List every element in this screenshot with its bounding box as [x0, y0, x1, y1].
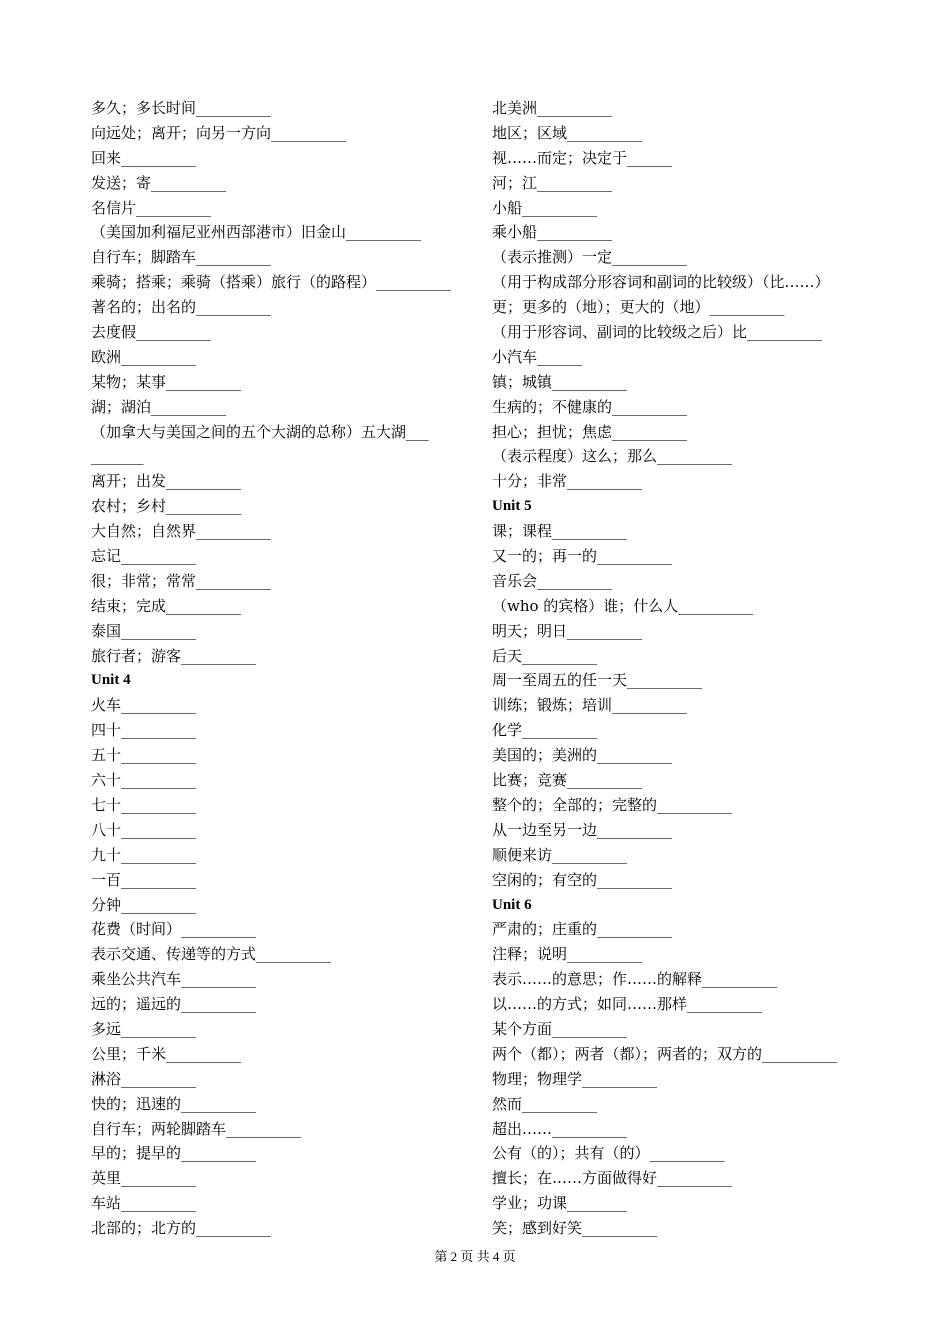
- right-entry: 笑；感到好笑__________: [492, 1219, 658, 1238]
- unit-heading: Unit 5: [492, 498, 532, 515]
- right-entry: 学业；功课________: [492, 1194, 628, 1213]
- right-entry: 空闲的；有空的__________: [492, 870, 673, 889]
- left-entry: 一百__________: [91, 870, 197, 889]
- left-entry: （加拿大与美国之间的五个大湖的总称）五大湖___: [91, 422, 429, 441]
- right-entry: 明天；明日__________: [492, 621, 643, 640]
- right-entry: 后天__________: [492, 646, 598, 665]
- right-entry: （用于构成部分形容词和副词的比较级）（比……）: [492, 273, 830, 292]
- left-entry: 泰国__________: [91, 621, 197, 640]
- left-entry: （美国加利福尼亚州西部港市）旧金山__________: [91, 223, 422, 242]
- left-entry: 表示交通、传递等的方式__________: [91, 945, 332, 964]
- right-entry: （表示程度）这么；那么__________: [492, 447, 733, 466]
- right-entry: 镇；城镇__________: [492, 372, 628, 391]
- right-entry: 整个的；全部的；完整的__________: [492, 795, 733, 814]
- left-entry: 花费（时间）__________: [91, 920, 257, 939]
- right-entry: 地区；区域__________: [492, 123, 643, 142]
- right-entry: 生病的；不健康的__________: [492, 397, 688, 416]
- left-entry: 去度假__________: [91, 323, 212, 342]
- page-footer: 第 2 页 共 4 页: [434, 1249, 516, 1264]
- left-entry: 九十__________: [91, 845, 197, 864]
- left-entry: 某物；某事__________: [91, 372, 242, 391]
- left-entry: 农村；乡村__________: [91, 497, 242, 516]
- right-entry: 严肃的；庄重的__________: [492, 920, 673, 939]
- right-entry: 小汽车______: [492, 347, 583, 366]
- right-entry: 美国的；美洲的__________: [492, 746, 673, 765]
- left-entry: 六十__________: [91, 771, 197, 790]
- left-entry: 早的；提早的__________: [91, 1144, 257, 1163]
- left-column: [91, 96, 471, 1241]
- left-entry: 七十__________: [91, 795, 197, 814]
- left-entry: 多远__________: [91, 1019, 197, 1038]
- right-entry: 擅长；在……方面做得好__________: [492, 1169, 733, 1188]
- left-entry: 乘骑；搭乘；乘骑（搭乘）旅行（的路程）__________: [91, 273, 452, 292]
- unit-heading: Unit 6: [492, 896, 532, 913]
- left-entry: 名信片__________: [91, 198, 212, 217]
- right-entry: （表示推测）一定__________: [492, 248, 688, 267]
- left-entry: 四十__________: [91, 721, 197, 740]
- left-entry: 车站__________: [91, 1194, 197, 1213]
- right-column: [492, 96, 892, 1241]
- right-entry: 表示……的意思；作……的解释__________: [492, 970, 778, 989]
- right-entry: 训练；锻炼；培训__________: [492, 696, 688, 715]
- left-entry: 乘坐公共汽车__________: [91, 970, 257, 989]
- right-entry: 化学__________: [492, 721, 598, 740]
- right-entry: 比赛；竞赛__________: [492, 771, 643, 790]
- right-entry: （who 的宾格）谁；什么人__________: [492, 596, 754, 615]
- right-entry: 周一至周五的任一天__________: [492, 671, 703, 690]
- left-entry: 回来__________: [91, 148, 197, 167]
- right-entry: 又一的；再一的__________: [492, 547, 673, 566]
- left-entry: 多久；多长时间__________: [91, 99, 272, 117]
- left-entry: 大自然；自然界__________: [91, 522, 272, 541]
- left-entry: 自行车；脚踏车__________: [91, 248, 272, 267]
- left-entry: 八十__________: [91, 820, 197, 839]
- left-entry: 自行车；两轮脚踏车__________: [91, 1119, 302, 1138]
- right-entry: 以……的方式；如同……那样__________: [492, 995, 763, 1014]
- right-entry: 更；更多的（地）；更大的（地）__________: [492, 298, 785, 317]
- right-entry: 某个方面__________: [492, 1019, 628, 1038]
- right-entry: （用于形容词、副词的比较级之后）比__________: [492, 323, 823, 342]
- left-entry: 五十__________: [91, 746, 197, 765]
- right-entry: 顺便来访__________: [492, 845, 628, 864]
- right-entry: 十分；非常__________: [492, 472, 643, 491]
- left-entry: 发送；寄__________: [91, 173, 227, 192]
- left-entry: _______: [91, 447, 144, 466]
- right-entry: 乘小船__________: [492, 223, 613, 242]
- left-entry: 火车__________: [91, 696, 197, 715]
- right-entry: 视……而定；决定于______: [492, 148, 673, 167]
- left-entry: 淋浴__________: [91, 1069, 197, 1088]
- left-entry: 英里__________: [91, 1169, 197, 1188]
- right-entry: 注释；说明__________: [492, 945, 643, 964]
- right-entry: 公有（的）；共有（的）__________: [492, 1144, 725, 1163]
- right-entry: 担心；担忧；焦虑__________: [492, 422, 688, 441]
- left-entry: 著名的；出名的__________: [91, 298, 272, 317]
- right-entry: 超出……__________: [492, 1119, 628, 1138]
- right-entry: 北美洲__________: [492, 99, 613, 117]
- left-entry: 分钟__________: [91, 895, 197, 914]
- right-entry: 物理；物理学__________: [492, 1069, 658, 1088]
- left-entry: 远的；遥远的__________: [91, 995, 257, 1014]
- right-entry: 小船__________: [492, 198, 598, 217]
- left-entry: 向远处；离开；向另一方向__________: [91, 123, 347, 142]
- left-entry: 北部的；北方的__________: [91, 1219, 272, 1238]
- right-entry: 然而__________: [492, 1094, 598, 1113]
- right-entry: 从一边至另一边__________: [492, 820, 673, 839]
- left-entry: 快的；迅速的__________: [91, 1094, 257, 1113]
- right-entry: 音乐会__________: [492, 571, 613, 590]
- left-entry: 欧洲__________: [91, 347, 197, 366]
- unit-heading: Unit 4: [91, 672, 131, 689]
- left-entry: 旅行者；游客__________: [91, 646, 257, 665]
- right-entry: 课；课程__________: [492, 522, 628, 541]
- right-entry: 两个（都）；两者（都）；两者的；双方的__________: [492, 1044, 838, 1063]
- left-entry: 公里；千米__________: [91, 1044, 242, 1063]
- left-entry: 离开；出发__________: [91, 472, 242, 491]
- left-entry: 忘记__________: [91, 547, 197, 566]
- left-entry: 很；非常；常常__________: [91, 571, 272, 590]
- right-entry: 河；江__________: [492, 173, 613, 192]
- left-entry: 结束；完成__________: [91, 596, 242, 615]
- left-entry: 湖；湖泊__________: [91, 397, 227, 416]
